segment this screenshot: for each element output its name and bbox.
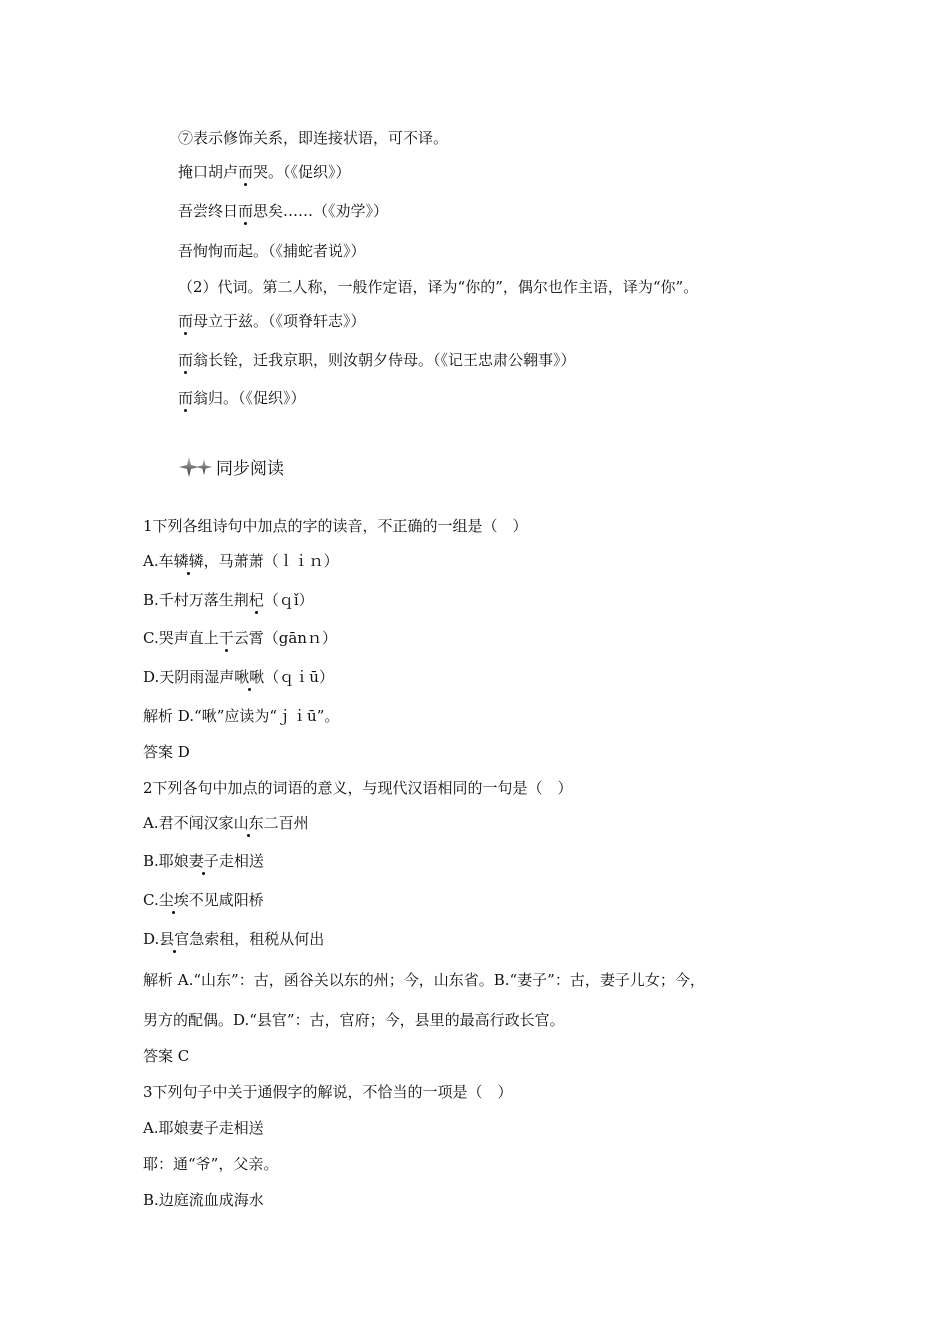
note-line-pronoun: （2）代词。第二人称，一般作定语，译为“你的”，偶尔也作主语，译为“你”。 xyxy=(178,278,699,296)
note-example-line: 而母立于兹。（《项脊轩志》） xyxy=(178,312,366,330)
note-example-line: 吾尝终日而思矣……（《劝学》） xyxy=(178,202,389,220)
question-2-option-c: C.尘埃不见咸阳桥 xyxy=(143,891,264,909)
question-1-option-c: C.哭声直上干云霄（gānｎ） xyxy=(143,629,337,647)
question-2-answer: 答案 C xyxy=(143,1047,190,1065)
section-heading xyxy=(178,454,284,479)
note-example-line: 而翁归。（《促织》） xyxy=(178,389,306,407)
section-title: 同步阅读 xyxy=(216,459,284,479)
note-line-modifier: ⑦表示修饰关系，即连接状语，可不译。 xyxy=(178,129,449,147)
question-2-option-a: A.君不闻汉家山东二百州 xyxy=(143,814,309,832)
question-3-stem: 3下列句子中关于通假字的解说，不恰当的一项是（ ） xyxy=(143,1083,513,1101)
note-example-line: 而翁长铨，迁我京职，则汝朝夕侍母。（《记王忠肃公翱事》） xyxy=(178,351,576,369)
question-3-option-a-note: 耶：通“爷”，父亲。 xyxy=(143,1155,279,1173)
question-1-answer: 答案 D xyxy=(143,743,190,761)
sparkle-icon xyxy=(178,456,214,478)
question-2-stem: 2下列各句中加点的词语的意义，与现代汉语相同的一句是（ ） xyxy=(143,779,573,797)
question-2-analysis-cont: 男方的配偶。D.“县官”：古，官府；今，县里的最高行政长官。 xyxy=(143,1011,565,1029)
question-2-analysis: 解析 A.“山东”：古，函谷关以东的州；今，山东省。B.“妻子”：古，妻子儿女；今， xyxy=(143,971,705,989)
question-1-option-d: D.天阴雨湿声啾啾（ｑｉū） xyxy=(143,668,334,686)
question-2-option-b: B.耶娘妻子走相送 xyxy=(143,852,264,870)
question-3-option-b: B.边庭流血成海水 xyxy=(143,1191,264,1209)
note-example-line: 掩口胡卢而哭。（《促织》） xyxy=(178,163,351,181)
question-1-analysis: 解析 D.“啾”应读为“ｊｉū”。 xyxy=(143,707,340,725)
note-example-line: 吾恂恂而起。（《捕蛇者说》） xyxy=(178,242,366,260)
question-1-option-a: A.车辚辚，马萧萧（ｌｉｎ） xyxy=(143,552,339,570)
question-3-option-a: A.耶娘妻子走相送 xyxy=(143,1119,264,1137)
question-1-stem: 1下列各组诗句中加点的字的读音，不正确的一组是（ ） xyxy=(143,517,528,535)
question-1-option-b: B.千村万落生荆杞（ｑǐ） xyxy=(143,591,314,609)
question-2-option-d: D.县官急索租，租税从何出 xyxy=(143,930,325,948)
